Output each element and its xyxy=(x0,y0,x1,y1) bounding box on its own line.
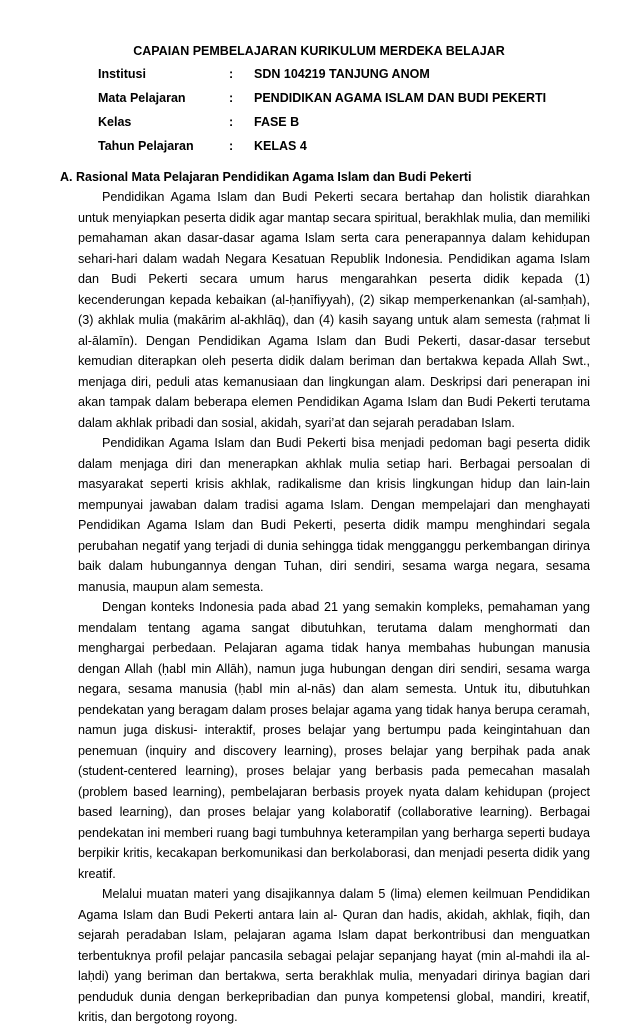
meta-colon: : xyxy=(229,67,234,81)
section-heading: A. Rasional Mata Pelajaran Pendidikan Agama Islam dan Budi Pekerti xyxy=(60,170,472,184)
meta-label: Tahun Pelajaran xyxy=(98,139,194,153)
meta-label: Mata Pelajaran xyxy=(98,91,186,105)
meta-row-kelas xyxy=(98,114,546,138)
meta-value: FASE B xyxy=(254,115,300,129)
meta-row-institusi xyxy=(98,66,546,90)
paragraph: Melalui muatan materi yang disajikannya dalam 5 (lima) elemen keilmuan Pendidikan Agama Islam dan Budi Pekerti antara lain al- Quran dan hadis, akidah, akhlak, fiqih, dan sejarah peradaban Islam, pelajaran agama Islam dapat berkontribusi dan menguatkan terbentuknya profil pelajar pancasila sebagai pelajar sepanjang hayat (min al-mahdi ila al-laḥdi) yang beriman dan bertakwa, serta berakhlak mulia, menyadari dirinya bagian dari penduduk dunia dengan berkepribadian dan punya kompetensi global, mandiri, kreatif, kritis, dan bergotong royong. xyxy=(78,887,590,1024)
meta-row-mata-pelajaran xyxy=(98,90,546,114)
meta-colon: : xyxy=(229,91,234,105)
meta-value: PENDIDIKAN AGAMA ISLAM DAN BUDI PEKERTI xyxy=(254,91,547,105)
meta-colon: : xyxy=(229,139,234,153)
paragraph: Pendidikan Agama Islam dan Budi Pekerti bisa menjadi pedoman bagi peserta didik dalam menjaga diri dan menerapkan akhlak mulia setiap hari. Berbagai persoalan di masyarakat seperti krisis akhlak, radikalisme dan krisis lingkungan hidup dan lain-lain mempunyai jawaban dalam tradisi agama Islam. Dengan mempelajari dan menghayati Pendidikan Agama Islam dan Budi Pekerti, peserta didik mampu menghindari segala perubahan negatif yang terjadi di dunia sehingga tidak mengganggu perkembangan dirinya baik dalam hubungannya dengan Tuhan, diri sendiri, sesama warga negara, sesama manusia, maupun alam semesta. xyxy=(78,436,590,594)
paragraph: Dengan konteks Indonesia pada abad 21 yang semakin kompleks, pemahaman yang mendalam tentang agama sangat dibutuhkan, terutama dalam menghormati dan menghargai perbedaan. Pelajaran agama tidak hanya membahas hubungan manusia dengan Allah (ḥabl min Allāh), namun juga hubungan dengan diri sendiri, sesama warga negara, sesama manusia (ḥabl min al-nās) dan alam semesta. Untuk itu, dibutuhkan pendekatan yang beragam dalam proses belajar agama yang tidak hanya berupa ceramah, namun juga diskusi- interaktif, proses belajar yang bertumpu pada keingintahuan dan penemuan (inquiry and discovery learning), proses belajar yang berpihak pada anak (student-centered learning), proses belajar yang berbasis pada pemecahan masalah (problem based learning), pembelajaran berbasis proyek nyata dalam kehidupan (project based learning), dan proses belajar yang kolaboratif (collaborative learning). Berbagai pendekatan ini memberi ruang bagi tumbuhnya keterampilan yang berharga seperti budaya berpikir kritis, kecakapan berkomunikasi dan berkolaborasi, dan menjadi peserta didik yang kreatif. xyxy=(78,600,590,881)
meta-row-tahun-pelajaran xyxy=(98,138,546,162)
meta-label: Kelas xyxy=(98,115,132,129)
meta-colon: : xyxy=(229,115,234,129)
meta-label: Institusi xyxy=(98,67,146,81)
meta-value: SDN 104219 TANJUNG ANOM xyxy=(254,67,430,81)
section-body xyxy=(78,187,590,1028)
meta-value: KELAS 4 xyxy=(254,139,307,153)
paragraph: Pendidikan Agama Islam dan Budi Pekerti secara bertahap dan holistik diarahkan untuk menyiapkan peserta didik agar mantap secara spiritual, berakhlak mulia, dan memiliki pemahaman akan dasar-dasar agama Islam serta cara penerapannya dalam kehidupan sehari-hari dalam wadah Negara Kesatuan Republik Indonesia. Pendidikan agama Islam dan Budi Pekerti secara umum harus mengarahkan peserta didik kepada (1) kecenderungan kepada kebaikan (al-ḥanīfiyyah), (2) sikap memperkenankan (al-samḥah), (3) akhlak mulia (makārim al-akhlāq), dan (4) kasih sayang untuk alam semesta (raḥmat li al-ālamīn). Dengan Pendidikan Agama Islam dan Budi Pekerti, dasar-dasar tersebut kemudian diterapkan oleh peserta didik dalam beriman dan bertakwa kepada Allah Swt., menjaga diri, peduli atas kemanusiaan dan lingkungan alam. Deskripsi dari penerapan ini akan tampak dalam beberapa elemen Pendidikan Agama Islam dan Budi Pekerti terutama dalam akhlak pribadi dan sosial, akidah, syari’at dan sejarah peradaban Islam. xyxy=(78,190,590,430)
meta-table xyxy=(98,66,546,162)
document-title: CAPAIAN PEMBELAJARAN KURIKULUM MERDEKA BELAJAR xyxy=(133,44,505,58)
